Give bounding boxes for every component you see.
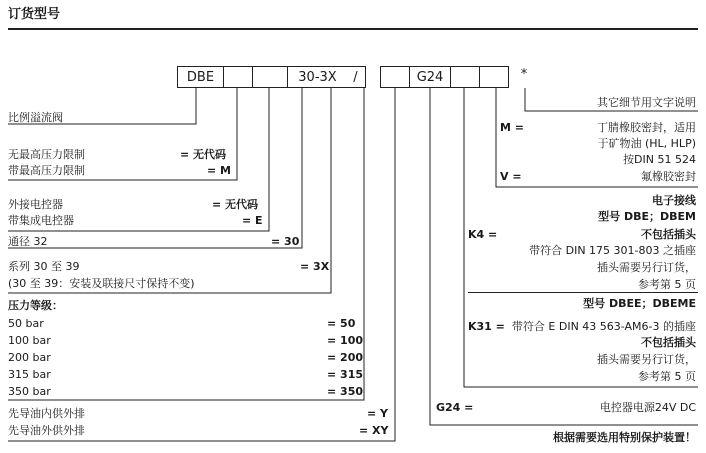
label-pressure-title: 压力等级：: [8, 299, 63, 312]
label-other-details: 其它细节用文字说明: [597, 96, 696, 109]
code-Y: = Y: [367, 407, 389, 420]
desc-K4-2: 带符合 DIN 175 301-803 之插座: [529, 244, 696, 257]
label-size: 通径 32: [8, 235, 48, 248]
desc-M-1: 丁腈橡胶密封，适用: [597, 121, 696, 134]
desc-V: 氟橡胶密封: [641, 170, 696, 183]
desc-M-2: 于矿物油 (HL, HLP): [597, 137, 696, 150]
label-pilot-internal: 先导油内供外排: [8, 407, 85, 420]
desc-K4-3: 插头需要另行订货，: [597, 261, 696, 274]
label-integrated-ctrl: 带集成电控器: [8, 214, 74, 227]
pressure-code: = 50: [327, 317, 356, 330]
key-M: M =: [500, 121, 524, 134]
key-K4: K4 =: [468, 228, 498, 241]
desc-K31-1: 带符合 E DIN 43 563-AM6-3 的插座: [511, 320, 696, 333]
key-V: V =: [500, 170, 522, 183]
pressure-label: 100 bar: [8, 334, 51, 347]
heading-type-dbee: 型号 DBEE；DBEME: [583, 297, 696, 310]
label-with-max-limit: 带最高压力限制: [8, 164, 85, 177]
code-M: = M: [207, 164, 231, 177]
code-no-ctrl: = 无代码: [212, 198, 259, 211]
desc-G24: 电控器电源24V DC: [599, 401, 696, 414]
code-30: = 30: [271, 235, 300, 248]
code-box-other: *: [520, 67, 528, 82]
desc-K4-1: 不包括插头: [641, 228, 696, 241]
key-G24: G24 =: [436, 401, 474, 414]
line-pressure: [8, 88, 364, 400]
label-external-ctrl: 外接电控器: [8, 198, 63, 211]
pressure-label: 200 bar: [8, 351, 51, 364]
code-box-voltage: G24: [409, 66, 451, 88]
code-box-slash: /: [346, 66, 366, 88]
pressure-code: = 350: [327, 385, 364, 398]
label-series: 系列 30 至 39: [8, 260, 80, 273]
pressure-label: 50 bar: [8, 317, 44, 330]
code-box-type: DBE: [177, 66, 224, 88]
page-title: 订货型号: [8, 7, 61, 22]
code-E: = E: [242, 214, 263, 227]
code-box-series: 30-3X: [287, 66, 347, 88]
desc-K31-4: 参考第 5 页: [638, 370, 696, 383]
desc-K31-2: 不包括插头: [641, 336, 696, 349]
pressure-label: 350 bar: [8, 385, 51, 398]
separator: [468, 292, 698, 293]
key-K31: K31 =: [468, 320, 505, 333]
pressure-label: 315 bar: [8, 368, 51, 381]
code-XY: = XY: [359, 424, 389, 437]
note-protection: 根据需要选用特别保护装置！: [553, 431, 696, 444]
heading-type-dbe: 型号 DBE；DBEM: [598, 210, 696, 223]
label-series-note: (30 至 39：安装及联接尺寸保持不变): [8, 277, 195, 290]
pressure-code: = 100: [327, 334, 364, 347]
code-no-limit: = 无代码: [180, 148, 227, 161]
pressure-code: = 200: [327, 351, 364, 364]
heading-electrical: 电子接线: [652, 194, 696, 207]
desc-M-3: 按DIN 51 524: [623, 153, 696, 166]
label-no-max-limit: 无最高压力限制: [8, 148, 85, 161]
code-3X: = 3X: [300, 260, 330, 273]
label-pilot-external: 先导油外供外排: [8, 424, 85, 437]
desc-K31-3: 插头需要另行订货，: [597, 353, 696, 366]
label-ratio-valve: 比例溢流阀: [8, 111, 63, 124]
pressure-code: = 315: [327, 368, 364, 381]
desc-K4-4: 参考第 5 页: [638, 278, 696, 291]
